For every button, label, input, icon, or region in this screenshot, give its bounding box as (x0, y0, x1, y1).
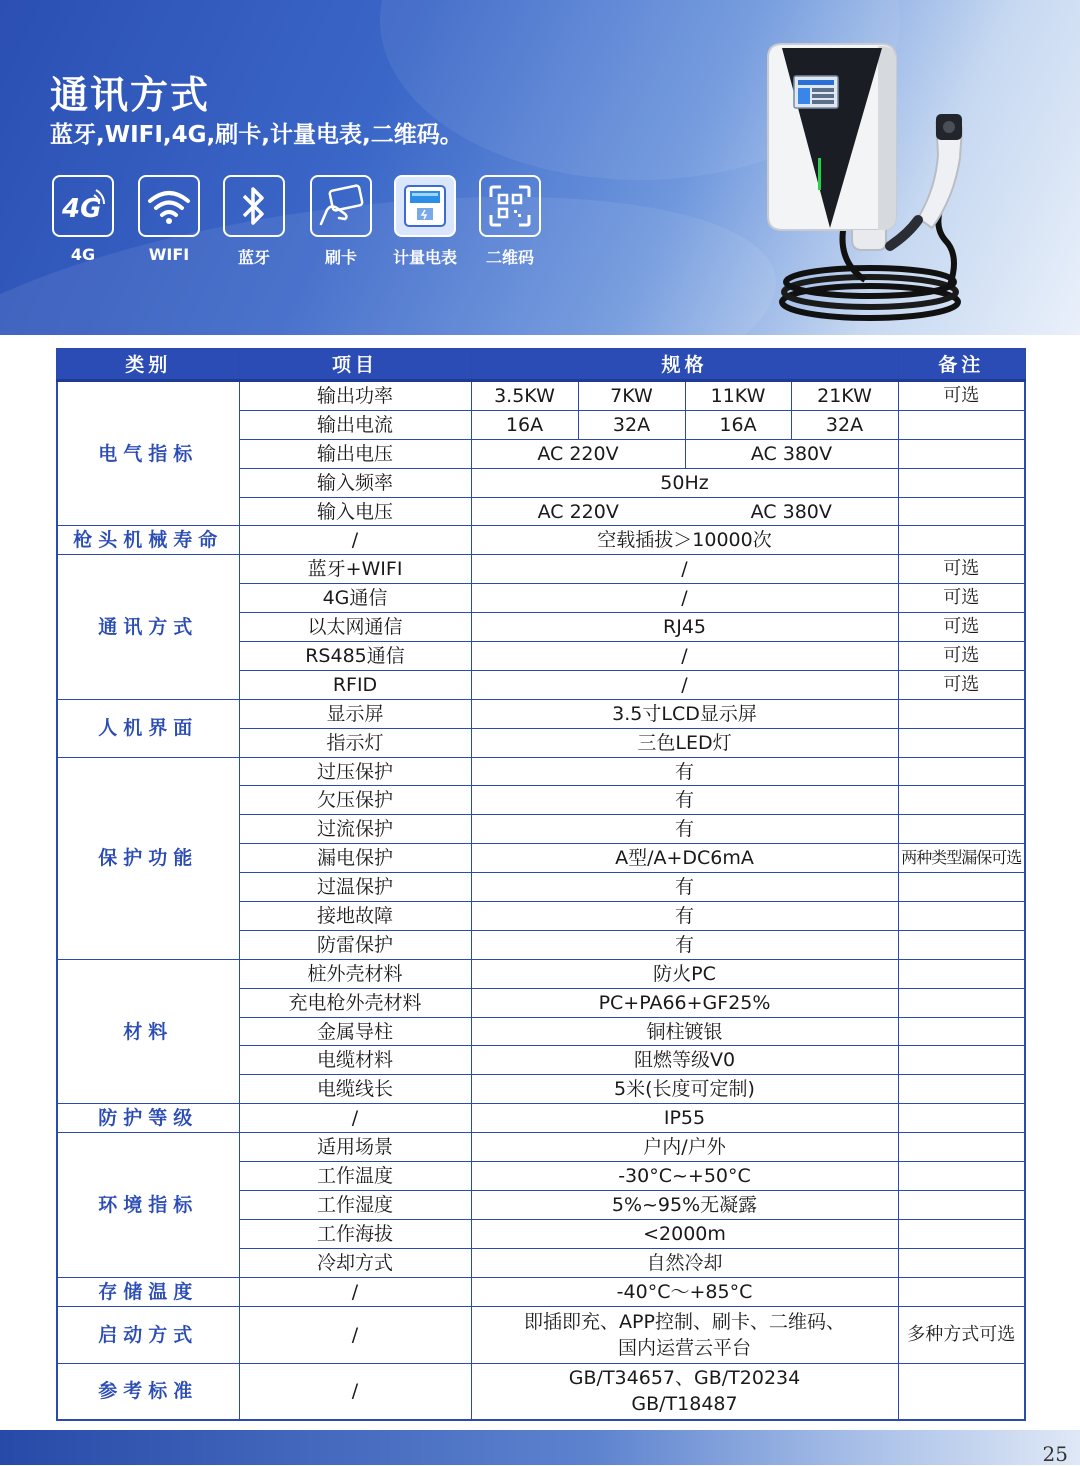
table-row (57, 1277, 1025, 1306)
meter-icon (394, 175, 456, 237)
spec-cell: 16A (471, 410, 578, 439)
item-cell: 输出电流 (239, 410, 471, 439)
spec-cell: 5%~95%无凝露 (471, 1190, 898, 1219)
spec-cell: 户内/户外 (471, 1133, 898, 1162)
note-cell (898, 728, 1025, 757)
table-header-row (57, 349, 1025, 381)
spec-line: GB/T34657、GB/T20234 (568, 1367, 801, 1390)
header-note: 备注 (898, 349, 1025, 381)
spec-cell: / (471, 670, 898, 699)
note-cell (898, 439, 1025, 468)
note-cell (898, 1046, 1025, 1075)
spec-cell: PC+PA66+GF25% (471, 988, 898, 1017)
item-cell: 电缆材料 (239, 1046, 471, 1075)
item-cell: 冷却方式 (239, 1248, 471, 1277)
item-cell: 金属导柱 (239, 1017, 471, 1046)
spec-cell: AC 380V (685, 439, 898, 468)
spec-cell: 11KW (685, 381, 791, 411)
card-swipe-icon (310, 175, 372, 237)
note-cell (898, 786, 1025, 815)
note-cell: 可选 (898, 642, 1025, 671)
spec-cell: 有 (471, 873, 898, 902)
spec-cell: 自然冷却 (471, 1248, 898, 1277)
category-ip-rating: 防护等级 (57, 1104, 239, 1133)
note-cell: 可选 (898, 381, 1025, 411)
category-communication: 通讯方式 (57, 555, 239, 699)
item-cell: 过温保护 (239, 873, 471, 902)
page-number: 25 (1042, 1442, 1068, 1466)
spec-cell: 21KW (791, 381, 898, 411)
table-row (57, 1133, 1025, 1162)
spec-cell: IP55 (471, 1104, 898, 1133)
item-cell: 显示屏 (239, 699, 471, 728)
table-row (57, 526, 1025, 555)
note-cell (898, 1248, 1025, 1277)
item-cell: RFID (239, 670, 471, 699)
item-cell: 工作湿度 (239, 1190, 471, 1219)
4g-label: 4G (70, 245, 96, 264)
card-swipe-label: 刷卡 (324, 248, 357, 267)
item-cell: 接地故障 (239, 902, 471, 931)
item-cell: 4G通信 (239, 584, 471, 613)
item-cell: 工作温度 (239, 1162, 471, 1191)
item-cell: 适用场景 (239, 1133, 471, 1162)
spec-cell: -40°C～+85°C (471, 1277, 898, 1306)
spec-cell: 5米(长度可定制) (471, 1075, 898, 1104)
spec-cell: 3.5KW (471, 381, 578, 411)
spec-line: 即插即充、APP控制、刷卡、二维码、 (524, 1310, 845, 1333)
spec-cell: / (471, 642, 898, 671)
item-cell: 欠压保护 (239, 786, 471, 815)
item-cell: / (239, 1306, 471, 1363)
note-cell (898, 1017, 1025, 1046)
note-cell (898, 699, 1025, 728)
note-cell: 多种方式可选 (898, 1306, 1025, 1363)
spec-cell: / (471, 555, 898, 584)
page-title: 通讯方式 (50, 73, 211, 117)
table-row (57, 555, 1025, 584)
item-cell: 漏电保护 (239, 844, 471, 873)
item-cell: 输出功率 (239, 381, 471, 411)
item-cell: 指示灯 (239, 728, 471, 757)
spec-cell: AC 380V (685, 497, 898, 526)
spec-cell: 50Hz (471, 468, 898, 497)
item-cell: 过压保护 (239, 757, 471, 786)
header-category: 类别 (57, 349, 239, 381)
qr-code-label: 二维码 (485, 248, 534, 267)
category-standard: 参考标准 (57, 1363, 239, 1420)
note-cell (898, 468, 1025, 497)
table-row (57, 699, 1025, 728)
spec-cell: 阻燃等级V0 (471, 1046, 898, 1075)
spec-cell: 有 (471, 815, 898, 844)
note-cell (898, 757, 1025, 786)
spec-cell: 三色LED灯 (471, 728, 898, 757)
bluetooth-label: 蓝牙 (237, 248, 270, 267)
note-cell (898, 902, 1025, 931)
spec-cell: -30°C~+50°C (471, 1162, 898, 1191)
header-item: 项目 (239, 349, 471, 381)
note-cell: 可选 (898, 613, 1025, 642)
note-cell (898, 1190, 1025, 1219)
category-protection: 保护功能 (57, 757, 239, 959)
spec-cell: 32A (791, 410, 898, 439)
item-cell: / (239, 1277, 471, 1306)
spec-cell: RJ45 (471, 613, 898, 642)
meter-label: 计量电表 (392, 248, 457, 267)
note-cell (898, 959, 1025, 988)
category-material: 材料 (57, 959, 239, 1103)
table-row (57, 757, 1025, 786)
item-cell: 输出电压 (239, 439, 471, 468)
spec-cell: 3.5寸LCD显示屏 (471, 699, 898, 728)
spec-cell: <2000m (471, 1219, 898, 1248)
spec-line: GB/T18487 (631, 1393, 738, 1416)
header-banner (0, 0, 1080, 335)
item-cell: 输入频率 (239, 468, 471, 497)
item-cell: / (239, 1104, 471, 1133)
note-cell: 两种类型漏保可选 (898, 844, 1025, 873)
spec-cell: 16A (685, 410, 791, 439)
item-cell: 防雷保护 (239, 930, 471, 959)
wifi-icon (138, 175, 200, 237)
category-storage-temp: 存储温度 (57, 1277, 239, 1306)
spec-cell: 有 (471, 902, 898, 931)
table-row (57, 1363, 1025, 1420)
note-cell: 可选 (898, 584, 1025, 613)
spec-cell: 有 (471, 930, 898, 959)
item-cell: 蓝牙+WIFI (239, 555, 471, 584)
spec-cell: 32A (578, 410, 685, 439)
page-subtitle: 蓝牙,WIFI,4G,刷卡,计量电表,二维码。 (50, 122, 463, 148)
spec-cell: 铜柱镀银 (471, 1017, 898, 1046)
table-row (57, 959, 1025, 988)
note-cell (898, 410, 1025, 439)
note-cell (898, 988, 1025, 1017)
note-cell (898, 1219, 1025, 1248)
item-cell: 工作海拔 (239, 1219, 471, 1248)
svg-text:4G: 4G (62, 194, 102, 224)
spec-cell: 空载插拔＞10000次 (471, 526, 898, 555)
note-cell (898, 1133, 1025, 1162)
qr-code-icon (479, 175, 541, 237)
note-cell (898, 873, 1025, 902)
table-row (57, 381, 1025, 411)
item-cell: / (239, 526, 471, 555)
note-cell (898, 815, 1025, 844)
item-cell: 桩外壳材料 (239, 959, 471, 988)
spec-cell: 防火PC (471, 959, 898, 988)
spec-cell: A型/A+DC6mA (471, 844, 898, 873)
charger-product-image (760, 40, 1060, 330)
4g-icon (52, 175, 114, 237)
note-cell (898, 1363, 1025, 1420)
footer-band (0, 1430, 1080, 1465)
note-cell: 可选 (898, 555, 1025, 584)
note-cell (898, 1277, 1025, 1306)
spec-line: 国内运营云平台 (618, 1336, 752, 1359)
note-cell (898, 1162, 1025, 1191)
spec-cell: AC 220V (471, 497, 685, 526)
table-row (57, 1104, 1025, 1133)
note-cell (898, 1075, 1025, 1104)
header-spec: 规格 (471, 349, 898, 381)
spec-cell: 有 (471, 757, 898, 786)
item-cell: / (239, 1363, 471, 1420)
category-gun-life: 枪头机械寿命 (57, 526, 239, 555)
spec-cell: 有 (471, 786, 898, 815)
item-cell: 过流保护 (239, 815, 471, 844)
note-cell (898, 930, 1025, 959)
spec-table (56, 348, 1026, 1421)
spec-cell (471, 1363, 898, 1420)
spec-cell: / (471, 584, 898, 613)
item-cell: RS485通信 (239, 642, 471, 671)
note-cell: 可选 (898, 670, 1025, 699)
table-row (57, 1306, 1025, 1363)
category-start-mode: 启动方式 (57, 1306, 239, 1363)
item-cell: 以太网通信 (239, 613, 471, 642)
note-cell (898, 526, 1025, 555)
spec-cell (471, 1306, 898, 1363)
item-cell: 输入电压 (239, 497, 471, 526)
wifi-label: WIFI (148, 245, 190, 264)
spec-cell: AC 220V (471, 439, 685, 468)
category-electrical: 电气指标 (57, 381, 239, 526)
category-environment: 环境指标 (57, 1133, 239, 1277)
item-cell: 充电枪外壳材料 (239, 988, 471, 1017)
item-cell: 电缆线长 (239, 1075, 471, 1104)
spec-cell: 7KW (578, 381, 685, 411)
bluetooth-icon (223, 175, 285, 237)
note-cell (898, 1104, 1025, 1133)
category-hmi: 人机界面 (57, 699, 239, 757)
note-cell (898, 497, 1025, 526)
